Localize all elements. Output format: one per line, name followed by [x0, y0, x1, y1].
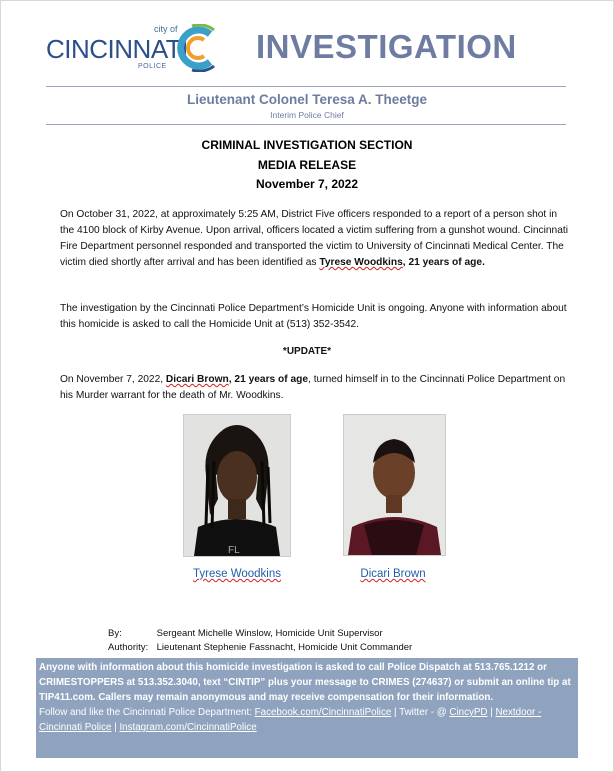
suspect-name: Dicari Brown [165, 374, 229, 385]
follow-sep-1: | Twitter - @ [391, 707, 450, 718]
twitter-link[interactable]: CincyPD [449, 707, 488, 718]
follow-line [39, 705, 575, 735]
caption-dicari-brown: Dicari Brown [360, 568, 426, 580]
byline [108, 628, 383, 639]
paragraph-update [60, 372, 570, 404]
nextdoor-link[interactable]: Nextdoor - Cincinnati Police [39, 707, 542, 733]
instagram-link[interactable]: Instagram.com/CincinnatiPolice [119, 722, 257, 733]
tip-box [36, 658, 578, 758]
caption-tyrese-woodkins: Tyrese Woodkins [193, 568, 281, 580]
follow-lead: Follow and like the Cincinnati Police Department: [39, 707, 255, 718]
release-date: November 7, 2022 [255, 177, 359, 191]
update-rest: , turned himself in to the Cincinnati Police Department on his Murder warrant for the death of Mr. Woodkins. [60, 374, 566, 401]
paragraph-investigation: The investigation by the Cincinnati Police Department’s Homicide Unit is ongoing. Anyone with information about this homicide is asked to call the Homicide Unit at (513) 352-3542. [60, 303, 567, 330]
suspect-age: , 21 years of age [228, 374, 309, 385]
page-title: INVESTIGATION [256, 28, 517, 65]
victim-name: Tyrese Woodkins [319, 257, 403, 268]
update-label: *UPDATE* [282, 346, 332, 357]
paragraph-incident [60, 207, 570, 271]
photo-dicari-brown [343, 414, 446, 556]
photo-tyrese-woodkins [183, 414, 291, 557]
divider-top [46, 86, 566, 87]
authority-label: Authority: [108, 642, 149, 653]
logo-wordmark: CINCINNATI [46, 34, 188, 64]
follow-sep-2: | [487, 707, 496, 718]
authority-line [108, 642, 412, 653]
victim-age: , 21 years of age. [402, 257, 485, 268]
follow-sep-3: | [111, 722, 120, 733]
authority-value: Lieutenant Stephenie Fassnacht, Homicide Unit Commander [156, 642, 413, 653]
officer-title: Interim Police Chief [270, 110, 344, 120]
release-type: MEDIA RELEASE [257, 158, 357, 172]
by-label: By: [108, 628, 122, 639]
facebook-link[interactable]: Facebook.com/CincinnatiPolice [254, 707, 392, 718]
city-logo [46, 22, 226, 74]
by-value: Sergeant Michelle Winslow, Homicide Unit Supervisor [156, 628, 383, 639]
svg-text:FL: FL [228, 545, 240, 556]
logo-police: POLICE [138, 63, 167, 70]
section-heading: CRIMINAL INVESTIGATION SECTION [201, 138, 413, 152]
logo-c-icon [170, 24, 220, 72]
tip-text: Anyone with information about this homicide investigation is asked to call Police Dispatch at 513.765.1212 or CRIMESTOPPERS at 513.352.3040, text “CINTIP” plus your message to CRIMES (274637) or submit an online tip at TIP411.com. Callers may remain anonymous and may receive compensation for their information. [39, 662, 571, 703]
update-lead: On November 7, 2022, [60, 374, 166, 385]
logo-city-of: city of [154, 24, 178, 34]
incident-text: On October 31, 2022, at approximately 5:25 AM, District Five officers responded to a report of a person shot in the 4100 block of Kirby Avenue. Upon arrival, officers located a victim suffering from a gunshot wound. Cincinnati Fire Department personnel responded and transported the victim to University of Cincinnati Medical Center. The victim died shortly after arrival and has been identified as [60, 209, 568, 268]
officer-name: Lieutenant Colonel Teresa A. Theetge [186, 92, 428, 107]
divider-bottom [46, 124, 566, 125]
